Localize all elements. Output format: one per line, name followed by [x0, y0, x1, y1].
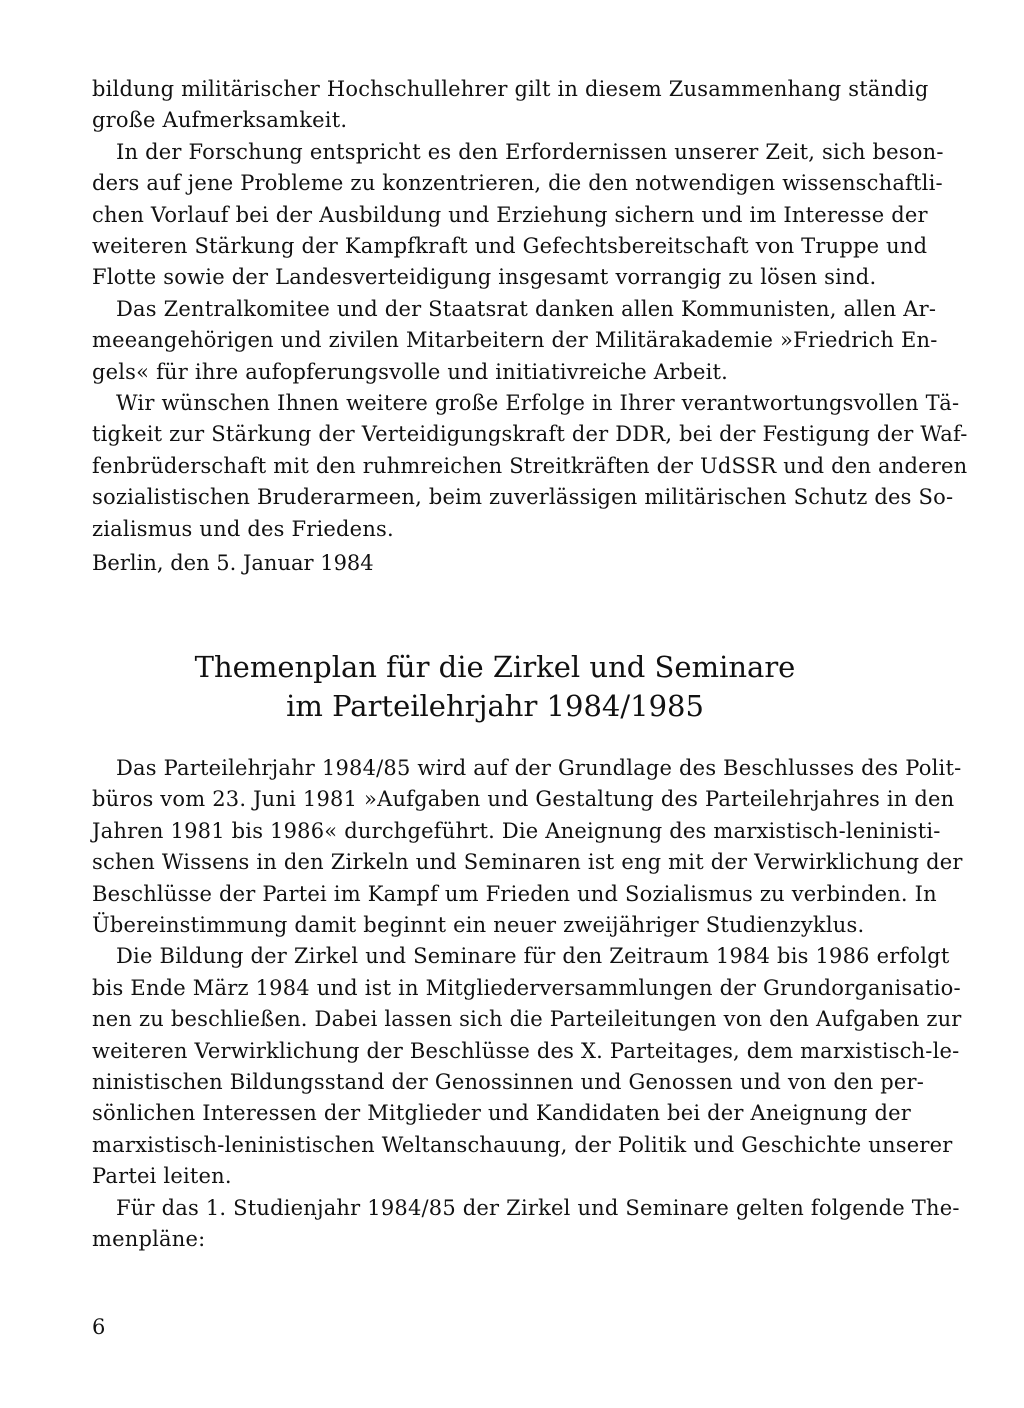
paragraph-line: Jahren 1981 bis 1986« durchgeführt. Die Aneignung des marxistisch-leninisti- [92, 818, 941, 843]
paragraph-line: Übereinstimmung damit beginnt ein neuer zweijähriger Studienzyklus. [92, 913, 865, 938]
paragraph-line: marxistisch-leninistischen Weltanschauung, der Politik und Geschichte unserer [92, 1132, 953, 1157]
paragraph-line: büros vom 23. Juni 1981 »Aufgaben und Gestaltung des Parteilehrjahres in den [92, 787, 955, 812]
section-heading-line-2: im Parteilehrjahr 1984/1985 [286, 689, 704, 723]
paragraph-line: Wir wünschen Ihnen weitere große Erfolge in Ihrer verantwortungsvollen Tä- [116, 391, 960, 416]
paragraph-line: sönlichen Interessen der Mitglieder und Kandidaten bei der Aneignung der [92, 1101, 911, 1126]
section-heading-line-1: Themenplan für die Zirkel und Seminare [194, 650, 796, 684]
paragraph-line: weiteren Stärkung der Kampfkraft und Gefechtsbereitschaft von Truppe und [92, 234, 928, 259]
paragraph-line: Für das 1. Studienjahr 1984/85 der Zirkel und Seminare gelten folgende The- [116, 1195, 960, 1220]
paragraph-line: Partei leiten. [92, 1164, 232, 1189]
paragraph-line: zialismus und des Friedens. [92, 516, 394, 541]
paragraph-line: Das Parteilehrjahr 1984/85 wird auf der Grundlage des Beschlusses des Polit- [116, 756, 962, 780]
paragraph-line: ders auf jene Probleme zu konzentrieren, die den notwendigen wissenschaftli- [92, 171, 943, 196]
paragraph-line: nen zu beschließen. Dabei lassen sich die Parteileitungen von den Aufgaben zur [92, 1007, 962, 1032]
closing-text-block [92, 74, 968, 545]
paragraph-line: Beschlüsse der Partei im Kampf um Frieden und Sozialismus zu verbinden. In [92, 881, 937, 906]
paragraph-line: Die Bildung der Zirkel und Seminare für den Zeitraum 1984 bis 1986 erfolgt [116, 944, 950, 969]
paragraph-line: sozialistischen Bruderarmeen, beim zuverlässigen militärischen Schutz des So- [92, 485, 954, 510]
section-heading [92, 648, 898, 726]
paragraph-line: Flotte sowie der Landesverteidigung insgesamt vorrangig zu lösen sind. [92, 265, 877, 290]
paragraph-line: ninistischen Bildungsstand der Genossinnen und Genossen und von den per- [92, 1070, 925, 1095]
paragraph-line: In der Forschung entspricht es den Erfordernissen unserer Zeit, sich beson- [116, 139, 944, 164]
section-text-block [92, 753, 963, 1256]
paragraph-line: schen Wissens in den Zirkeln und Seminaren ist eng mit der Verwirklichung der [92, 850, 963, 875]
paragraph-line: Das Zentralkomitee und der Staatsrat danken allen Kommunisten, allen Ar- [116, 296, 937, 321]
paragraph-line: chen Vorlauf bei der Ausbildung und Erziehung sichern und im Interesse der [92, 202, 928, 227]
paragraph-line: bis Ende März 1984 und ist in Mitgliederversammlungen der Grundorganisatio- [92, 975, 961, 1000]
paragraph-line: meeangehörigen und zivilen Mitarbeitern der Militärakademie »Friedrich En- [92, 328, 938, 353]
paragraph-line: weiteren Verwirklichung der Beschlüsse des X. Parteitages, dem marxistisch-le- [92, 1038, 960, 1063]
paragraph-line: tigkeit zur Stärkung der Verteidigungskraft der DDR, bei der Festigung der Waf- [92, 422, 968, 447]
place-date: Berlin, den 5. Januar 1984 [92, 551, 374, 575]
paragraph-line: große Aufmerksamkeit. [92, 108, 348, 133]
paragraph-line: menpläne: [92, 1227, 206, 1252]
paragraph-line: fenbrüderschaft mit den ruhmreichen Streitkräften der UdSSR und den anderen [92, 453, 968, 478]
paragraph-line: bildung militärischer Hochschullehrer gilt in diesem Zusammenhang ständig [92, 77, 929, 101]
paragraph-line: gels« für ihre aufopferungsvolle und initiativreiche Arbeit. [92, 359, 729, 384]
page-number: 6 [92, 1315, 106, 1339]
